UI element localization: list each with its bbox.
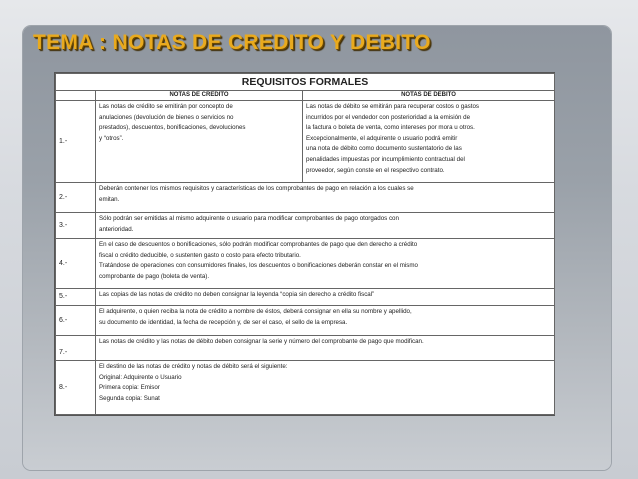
row-number: 1.- [56,101,96,183]
text-line: emitan. [99,195,120,203]
requirement-text [96,289,555,306]
credit-notes-header: NOTAS DE CREDITO [96,91,303,101]
text-line: prestados), descuentos, bonificaciones, devoluciones [99,124,246,132]
table-heading-row [56,74,555,91]
text-line: Las notas de crédito se emitirán por concepto de [99,103,233,110]
text-line: proveedor, según conste en el respectivo contrato. [306,166,445,174]
text-line: anulaciones (devolución de bienes o servicios no [99,113,234,121]
requirement-text [96,361,555,415]
text-line: Sólo podrán ser emitidas al mismo adquirente o usuario para modificar comprobantes de pago otorgados con [99,215,399,222]
debit-note-text [303,101,555,183]
text-line: En el caso de descuentos o bonificaciones, sólo podrán modificar comprobantes de pago que den derecho a crédito [99,241,418,248]
table-row [56,183,555,213]
table-subheading-row [56,91,555,101]
table-row [56,361,555,415]
credit-note-text [96,101,303,183]
requirement-text [96,306,555,336]
row-number: 6.- [56,306,96,336]
table-row [56,213,555,239]
table-row [56,289,555,306]
text-line: Deberán contener los mismos requisitos y características de los comprobantes de pago en relación a los cuales se [99,185,414,192]
number-column-header [56,91,96,101]
text-line: Las notas de débito se emitirán para recuperar costos o gastos [306,103,480,110]
row-number: 4.- [56,239,96,289]
text-line: Las notas de crédito y las notas de débito deben consignar la serie y número del comprobante de pago que modifican. [99,338,424,345]
table-row [56,306,555,336]
text-line: Excepcionalmente, el adquirente o usuario podrá emitir [306,134,458,142]
row-number: 3.- [56,213,96,239]
requirement-text [96,183,555,213]
text-line: Tratándose de operaciones con consumidores finales, los descuentos o bonificaciones deberán constar en el mismo [99,262,418,270]
row-number: 8.- [56,361,96,415]
table-row [56,336,555,361]
table-row [56,239,555,289]
text-line: comprobante de pago (boleta de venta). [99,272,210,280]
text-line: una nota de débito como documento sustentatorio de las [306,145,462,153]
text-line: y “otros”. [99,134,124,142]
table-row [56,101,555,183]
requirement-text [96,213,555,239]
requirement-text [96,336,555,361]
text-line: la factura o boleta de venta, como intereses por mora u otros. [306,124,475,132]
text-line: Original: Adquirente o Usuario [99,373,182,381]
row-number: 5.- [56,289,96,306]
text-line: fiscal o crédito deducible, o sustenten gasto o costo para efecto tributario. [99,251,301,259]
text-line: El adquirente, o quien reciba la nota de crédito a nombre de éstos, deberá consignar en ella su nombre y apellido, [99,308,412,315]
text-line: El destino de las notas de crédito y notas de débito será el siguiente: [99,363,288,370]
requirement-text [96,239,555,289]
slide-title: TEMA : NOTAS DE CREDITO Y DEBITO [33,31,431,54]
text-line: su documento de identidad, la fecha de recepción y, de ser el caso, el sello de la empresa. [99,318,348,326]
table-heading: REQUISITOS FORMALES [56,74,555,91]
row-number: 7.- [56,336,96,361]
text-line: anterioridad. [99,225,134,233]
text-line: penalidades impuestas por incumplimiento contractual del [306,155,465,163]
text-line: incurridos por el vendedor con posterioridad a la emisión de [306,113,471,121]
text-line: Las copias de las notas de crédito no deben consignar la leyenda “copia sin derecho a crédito fiscal” [99,291,375,298]
text-line: Primera copia: Emisor [99,384,160,392]
row-number: 2.- [56,183,96,213]
debit-notes-header: NOTAS DE DEBITO [303,91,555,101]
text-line: Segunda copia: Sunat [99,394,160,402]
requirements-table [54,72,555,416]
